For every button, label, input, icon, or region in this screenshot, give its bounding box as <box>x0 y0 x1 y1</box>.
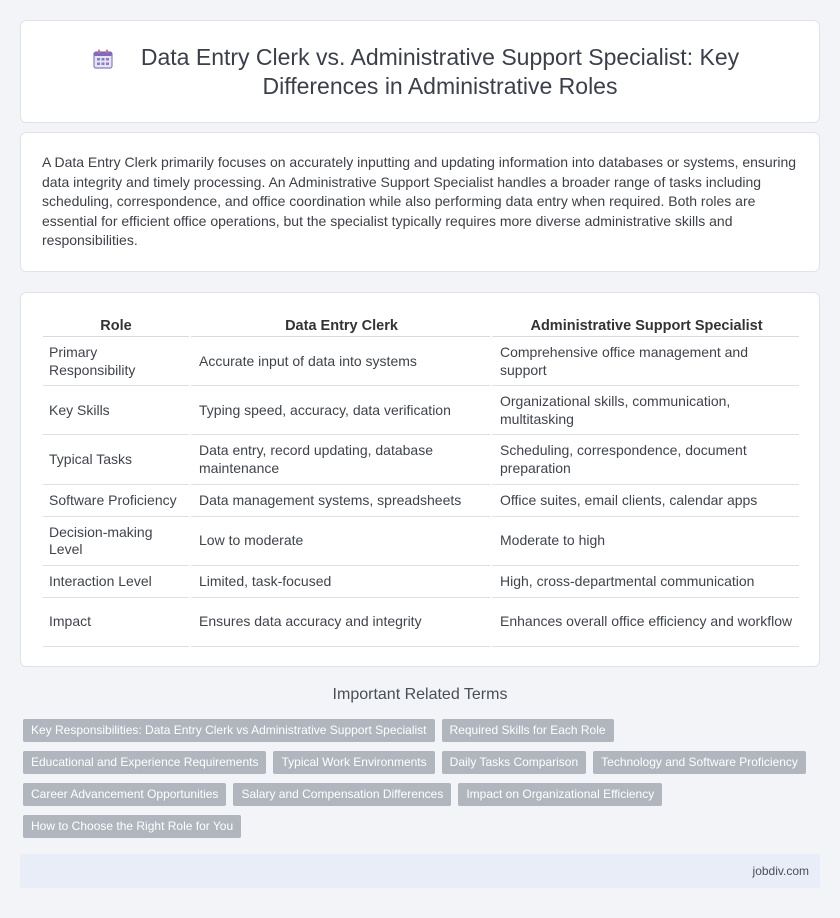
comparison-table <box>43 313 799 647</box>
intro-card <box>20 132 820 272</box>
related-terms-tags <box>23 719 813 838</box>
related-term-tag[interactable]: Daily Tasks Comparison <box>442 751 587 774</box>
related-term-tag[interactable]: Educational and Experience Requirements <box>23 751 266 774</box>
related-term-tag[interactable]: How to Choose the Right Role for You <box>23 815 241 838</box>
table-row <box>43 598 799 647</box>
table-row <box>43 386 799 435</box>
table-cell-role: Decision-making Level <box>43 517 189 566</box>
table-cell-specialist: Moderate to high <box>490 517 799 566</box>
table-header-data-entry-clerk: Data Entry Clerk <box>189 313 490 337</box>
related-term-tag[interactable]: Typical Work Environments <box>273 751 434 774</box>
table-cell-role: Typical Tasks <box>43 435 189 484</box>
table-row <box>43 435 799 484</box>
table-cell-clerk: Low to moderate <box>189 517 490 566</box>
table-header-admin-specialist: Administrative Support Specialist <box>490 313 799 337</box>
intro-text: A Data Entry Clerk primarily focuses on accurately inputting and updating information into databases or systems, ensuring data integrity and timely processing. An Administrative Support Specialist handles a broader range of tasks including scheduling, correspondence, and office coordination while also performing data entry when required. Both roles are essential for efficient office operations, but the specialist typically requires more diverse administrative skills and responsibilities. <box>42 154 797 249</box>
table-row <box>43 517 799 566</box>
related-term-tag[interactable]: Required Skills for Each Role <box>442 719 614 742</box>
related-term-tag[interactable]: Key Responsibilities: Data Entry Clerk vs Administrative Support Specialist <box>23 719 435 742</box>
table-cell-clerk: Ensures data accuracy and integrity <box>189 598 490 647</box>
table-cell-role: Interaction Level <box>43 566 189 598</box>
table-row <box>43 485 799 517</box>
table-cell-clerk: Data entry, record updating, database maintenance <box>189 435 490 484</box>
table-cell-clerk: Data management systems, spreadsheets <box>189 485 490 517</box>
table-cell-specialist: Scheduling, correspondence, document preparation <box>490 435 799 484</box>
table-cell-clerk: Typing speed, accuracy, data verification <box>189 386 490 435</box>
related-term-tag[interactable]: Salary and Compensation Differences <box>233 783 451 806</box>
comparison-table-card <box>20 292 820 667</box>
table-cell-specialist: Organizational skills, communication, multitasking <box>490 386 799 435</box>
table-row <box>43 566 799 598</box>
related-term-tag[interactable]: Impact on Organizational Efficiency <box>458 783 662 806</box>
footer-site-link[interactable]: jobdiv.com <box>752 864 809 878</box>
header-card <box>20 20 820 123</box>
table-header-role: Role <box>43 313 189 337</box>
table-cell-specialist: High, cross-departmental communication <box>490 566 799 598</box>
table-cell-specialist: Office suites, email clients, calendar apps <box>490 485 799 517</box>
related-term-tag[interactable]: Career Advancement Opportunities <box>23 783 226 806</box>
footer <box>20 854 820 888</box>
table-row <box>43 337 799 386</box>
table-cell-role: Software Proficiency <box>43 485 189 517</box>
table-cell-specialist: Comprehensive office management and support <box>490 337 799 386</box>
table-cell-clerk: Limited, task-focused <box>189 566 490 598</box>
related-term-tag[interactable]: Technology and Software Proficiency <box>593 751 806 774</box>
table-cell-specialist: Enhances overall office efficiency and workflow <box>490 598 799 647</box>
table-cell-role: Impact <box>43 598 189 647</box>
related-terms-title: Important Related Terms <box>332 686 508 703</box>
table-header-row <box>43 313 799 337</box>
table-cell-clerk: Accurate input of data into systems <box>189 337 490 386</box>
table-cell-role: Primary Responsibility <box>43 337 189 386</box>
table-cell-role: Key Skills <box>43 386 189 435</box>
page-title: Data Entry Clerk vs. Administrative Support Specialist: Key Differences in Administrative Roles <box>140 43 740 99</box>
